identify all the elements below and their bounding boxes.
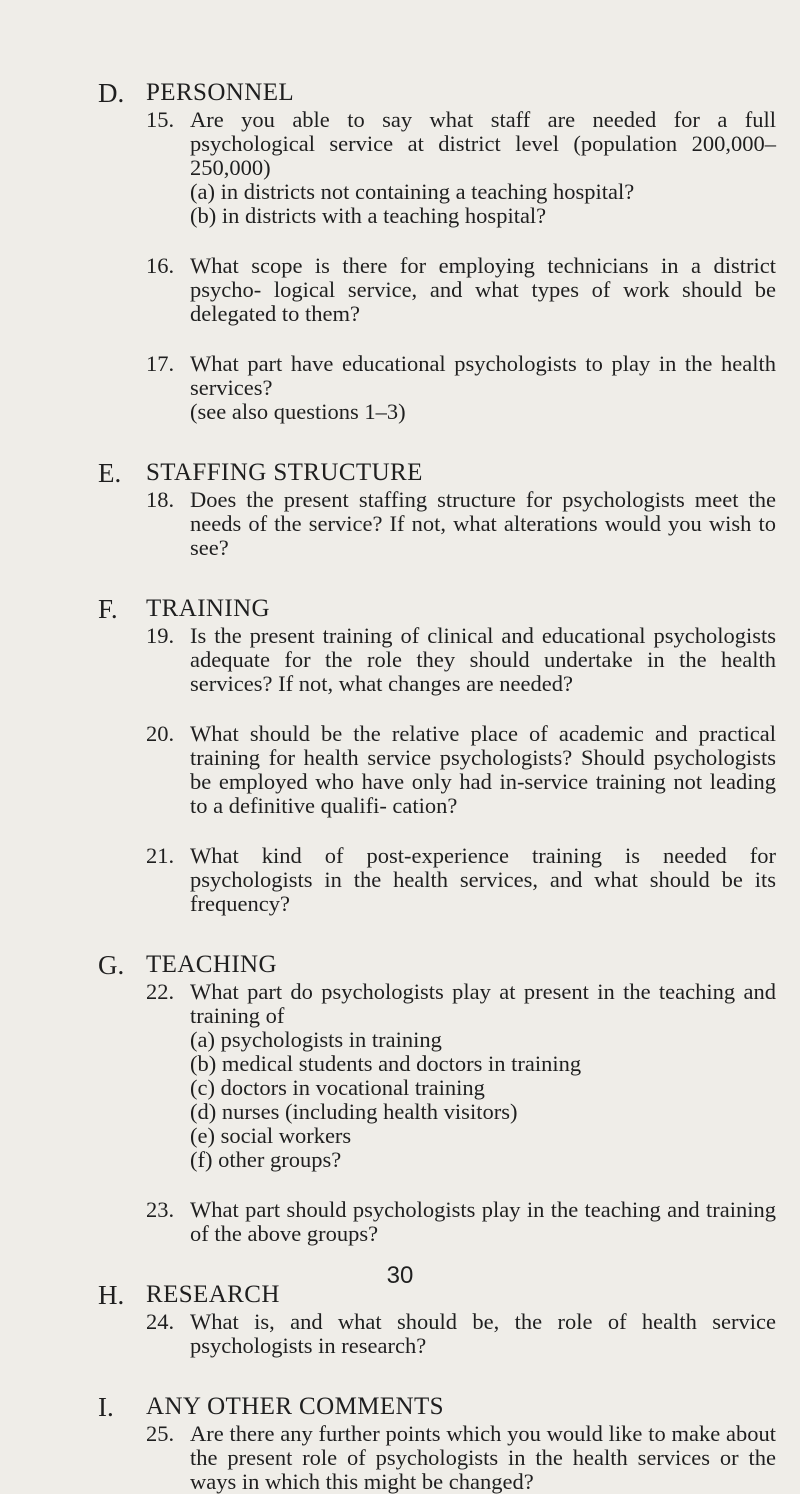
section [0,458,800,560]
question-item [0,844,800,916]
question-text: What should be the relative place of academic and practical training for health service psychologists? Should psychologists be employed who have only had in-service training not leading to a definitive qualifi- cation? [190,721,776,818]
question-number: 23. [146,1197,175,1222]
question-subitem: (see also questions 1–3) [190,399,406,424]
question-number: 24. [146,1309,175,1334]
question-item [0,352,800,424]
question-text: Are there any further points which you would like to make about the present role of psychologists in the health services or the ways in which this might be changed? [190,1421,776,1494]
question-body [190,624,776,696]
question-text: Does the present staffing structure for psychologists meet the needs of the service? If not, what alterations would you wish to see? [190,487,776,560]
question-item [0,254,800,326]
section-title: PERSONNEL [146,79,295,106]
section-heading [0,950,800,980]
section-title: TEACHING [146,951,277,978]
question-subitem: (d) nurses (including health visitors) [190,1099,518,1124]
section [0,1280,800,1358]
question-number: 16. [146,253,175,278]
section-letter: E. [98,458,122,488]
question-number: 20. [146,721,175,746]
question-item [0,1310,800,1358]
question-number: 18. [146,487,175,512]
question-body [190,488,776,560]
question-body [190,1310,776,1358]
question-number: 21. [146,843,175,868]
question-text: Are you able to say what staff are needed for a full psychological service at district level (population 200,000–250,000) [190,107,776,180]
question-item [0,1198,800,1246]
section-heading [0,458,800,488]
question-subitem: (c) doctors in vocational training [190,1075,485,1100]
question-body [190,108,776,228]
question-subitem: (b) medical students and doctors in training [190,1051,582,1076]
question-number: 19. [146,623,175,648]
question-text: What scope is there for employing technicians in a district psycho- logical service, and what types of work should be delegated to them? [190,253,776,326]
section-title: TRAINING [146,595,271,622]
question-item [0,980,800,1172]
page-number: 30 [386,1262,414,1289]
section-letter: D. [98,78,125,108]
question-body [190,722,776,818]
question-body [190,844,776,916]
question-item [0,488,800,560]
section-letter: F. [98,594,118,624]
question-item [0,722,800,818]
section-letter: H. [98,1280,125,1310]
section-letter: G. [98,950,125,980]
question-text: What is, and what should be, the role of health service psychologists in research? [190,1309,776,1358]
question-subitem: (f) other groups? [190,1147,342,1172]
section-title: STAFFING STRUCTURE [146,459,423,486]
section-letter: I. [98,1392,114,1422]
question-item [0,1422,800,1494]
question-body [190,352,776,424]
question-number: 15. [146,107,175,132]
section [0,950,800,1246]
section-heading [0,1392,800,1422]
section-title: RESEARCH [146,1281,280,1308]
question-text: What part have educational psychologists to play in the health services? [190,351,776,400]
question-body [190,1198,776,1246]
question-subitem: (a) psychologists in training [190,1027,442,1052]
section-heading [0,78,800,108]
question-text: What part do psychologists play at present in the teaching and training of [190,979,776,1028]
section-heading [0,594,800,624]
section [0,78,800,424]
question-number: 17. [146,351,175,376]
section [0,594,800,916]
question-number: 22. [146,979,175,1004]
question-body [190,980,776,1172]
question-text: What part should psychologists play in the teaching and training of the above groups? [190,1197,776,1246]
question-body [190,1422,776,1494]
question-body [190,254,776,326]
question-text: Is the present training of clinical and educational psychologists adequate for the role they should undertake in the health services? If not, what changes are needed? [190,623,776,696]
section [0,1392,800,1494]
question-subitem: (b) in districts with a teaching hospital? [190,203,547,228]
question-subitem: (e) social workers [190,1123,352,1148]
question-number: 25. [146,1421,175,1446]
question-text: What kind of post-experience training is needed for psychologists in the health services, and what should be its frequency? [190,843,776,916]
section-title: ANY OTHER COMMENTS [146,1393,444,1420]
question-item [0,624,800,696]
question-subitem: (a) in districts not containing a teaching hospital? [190,179,635,204]
question-item [0,108,800,228]
